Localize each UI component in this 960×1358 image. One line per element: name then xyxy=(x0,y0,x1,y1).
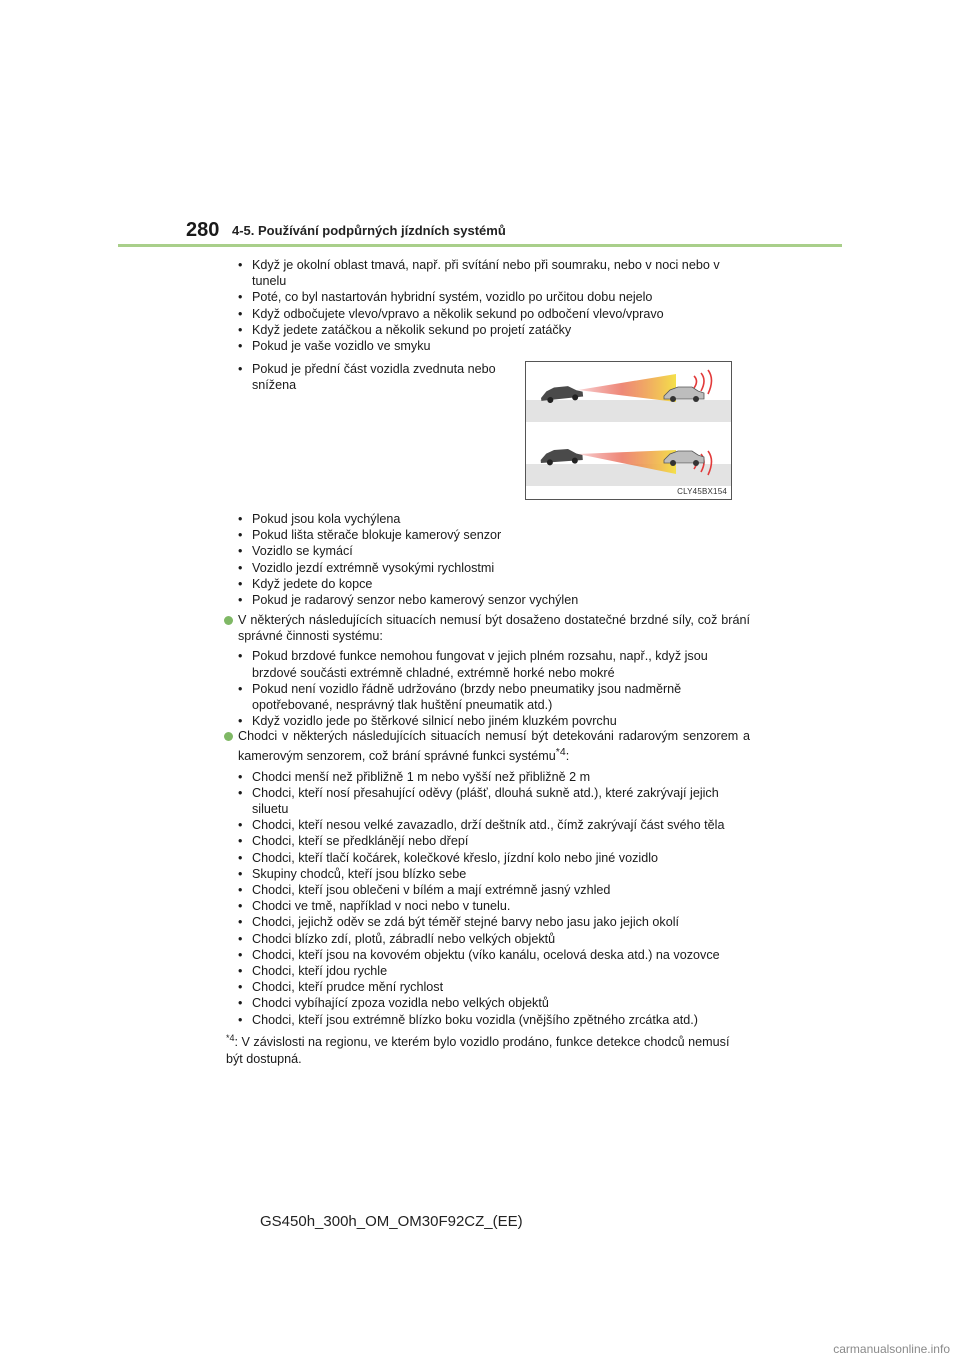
list-item: • Když vozidlo jede po štěrkové silnicí nebo jiném kluzkém povrchu xyxy=(238,713,750,729)
list-item: • Když jedete zatáčkou a několik sekund po projetí zatáčky xyxy=(238,322,750,338)
list-item: • Chodci ve tmě, například v noci nebo v tunelu. xyxy=(238,898,750,914)
list-item: • Pokud lišta stěrače blokuje kamerový senzor xyxy=(238,527,750,543)
list-item: • Chodci, kteří se předklánějí nebo dřepí xyxy=(238,833,750,849)
radar-beam-upper xyxy=(578,374,676,402)
list-item: • Chodci, kteří jdou rychle xyxy=(238,963,750,979)
list-item: • Chodci menší než přibližně 1 m nebo vyšší než přibližně 2 m xyxy=(238,769,750,785)
footnote-text: : V závislosti na regionu, ve kterém bylo vozidlo prodáno, funkce detekce chodců nemusí být dostupná. xyxy=(226,1035,730,1067)
list-item: • Chodci vybíhající zpoza vozidla nebo velkých objektů xyxy=(238,995,750,1011)
pedestrians-intro-end: : xyxy=(565,749,570,764)
list-item: • Chodci, kteří nesou velké zavazadlo, drží deštník atd., čímž zakrývají část svého těla xyxy=(238,817,750,833)
list-item: • Když jedete do kopce xyxy=(238,576,750,592)
list-item: • Chodci blízko zdí, plotů, zábradlí nebo velkých objektů xyxy=(238,931,750,947)
car-lower-left xyxy=(540,448,583,466)
pedestrians-intro xyxy=(224,728,750,765)
list-item: • Když je okolní oblast tmavá, např. při svítání nebo při soumraku, nebo v noci nebo v tunelu xyxy=(238,257,750,289)
brakes-section xyxy=(224,612,750,729)
pedestrians-list xyxy=(224,769,750,1028)
illustration-svg xyxy=(526,362,731,499)
road-lower xyxy=(526,464,731,486)
brakes-intro: V některých následujících situacích nemusí být dosaženo dostatečné brzdné síly, což brání správné činnosti systému: xyxy=(224,612,750,644)
footnote-marker: *4 xyxy=(226,1033,235,1043)
list-item: • Poté, co byl nastartován hybridní systém, vozidlo po určitou dobu nejelo xyxy=(238,289,750,305)
pedestrians-intro-text: Chodci v některých následujících situacích nemusí být detekováni radarovým senzorem a kamerovým senzorem, což brání správné funkci systému xyxy=(238,729,750,764)
list-item: • Chodci, kteří jsou oblečeni v bílém a mají extrémně jasný vzhled xyxy=(238,882,750,898)
section-title: 4-5. Používání podpůrných jízdních systémů xyxy=(232,223,506,238)
list-item: • Chodci, kteří nosí přesahující oděvy (plášť, dlouhá sukně atd.), které zakrývají jejich siluetu xyxy=(238,785,750,817)
conditions-list-after-figure xyxy=(238,511,750,608)
list-item: • Chodci, kteří jsou na kovovém objektu (víko kanálu, ocelová deska atd.) na vozovce xyxy=(238,947,750,963)
list-item: • Pokud je vaše vozidlo ve smyku xyxy=(238,338,750,354)
watermark: carmanualsonline.info xyxy=(833,1342,950,1356)
list-item: • Chodci, kteří prudce mění rychlost xyxy=(238,979,750,995)
list-item: • Skupiny chodců, kteří jsou blízko sebe xyxy=(238,866,750,882)
list-item: • Pokud není vozidlo řádně udržováno (brzdy nebo pneumatiky jsou nadměrně opotřebované, nesprávný tlak huštění pneumatik atd.) xyxy=(238,681,750,713)
brakes-list xyxy=(224,648,750,729)
document-code: GS450h_300h_OM_OM30F92CZ_(EE) xyxy=(260,1213,523,1230)
list-item: • Pokud je radarový senzor nebo kamerový senzor vychýlen xyxy=(238,592,750,608)
list-item: • Chodci, jejichž oděv se zdá být téměř stejné barvy nebo jasu jako jejich okolí xyxy=(238,914,750,930)
pedestrians-section xyxy=(224,728,750,1028)
list-item: • Vozidlo jezdí extrémně vysokými rychlostmi xyxy=(238,560,750,576)
list-item: • Pokud brzdové funkce nemohou fungovat v jejich plném rozsahu, např., když jsou brzdové součásti extrémně chladné, extrémně horké nebo mokré xyxy=(238,648,750,680)
vehicle-pitch-illustration xyxy=(525,361,732,500)
footnote xyxy=(226,1030,748,1068)
list-item: • Vozidlo se kymácí xyxy=(238,543,750,559)
list-item: • Chodci, kteří jsou extrémně blízko boku vozidla (vnějšího zpětného zrcátka atd.) xyxy=(238,1012,750,1028)
header-rule xyxy=(118,244,842,247)
conditions-list-top xyxy=(238,257,750,354)
footnote-ref: *4 xyxy=(555,746,566,759)
figure-caption-item xyxy=(238,361,508,393)
page-number: 280 xyxy=(186,219,220,241)
list-item: • Když odbočujete vlevo/vpravo a několik sekund po odbočení vlevo/vpravo xyxy=(238,306,750,322)
list-item: • Chodci, kteří tlačí kočárek, kolečkové křeslo, jízdní kolo nebo jiné vozidlo xyxy=(238,850,750,866)
road-upper xyxy=(526,400,731,422)
list-item: • Pokud je přední část vozidla zvednuta nebo snížena xyxy=(238,361,508,393)
list-item: • Pokud jsou kola vychýlena xyxy=(238,511,750,527)
figure-code: CLY45BX154 xyxy=(677,487,727,496)
